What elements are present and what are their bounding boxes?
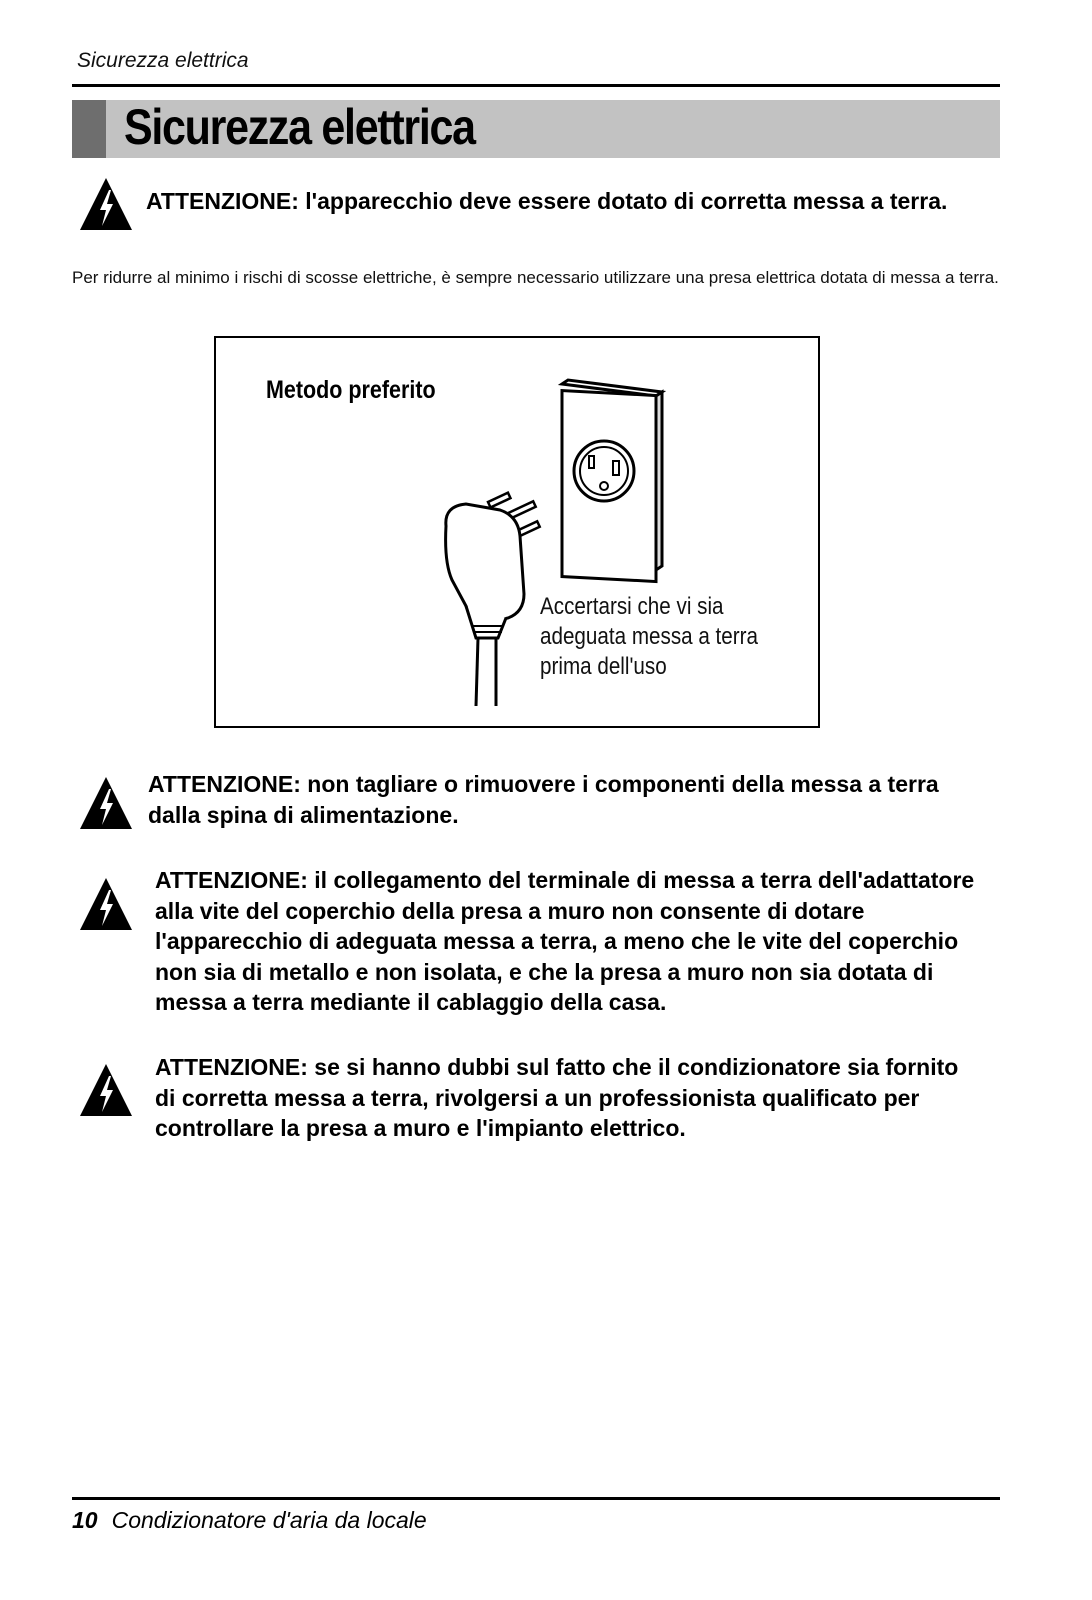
section-title-marker	[72, 100, 106, 158]
figure-caption-line: adeguata messa a terra	[540, 623, 759, 650]
warning-do-not-remove-ground: ATTENZIONE: non tagliare o rimuovere i componenti della messa a terra dalla spina di alimentazione.	[148, 771, 939, 828]
footer-product-name: Condizionatore d'aria da locale	[111, 1507, 427, 1533]
section-title: Sicurezza elettrica	[124, 99, 475, 155]
figure-title: Metodo preferito	[266, 376, 436, 404]
electric-shock-warning-icon	[78, 775, 134, 831]
electric-shock-warning-icon	[78, 1062, 134, 1118]
running-header: Sicurezza elettrica	[77, 49, 249, 72]
warning-adapter-screw: ATTENZIONE: il collegamento del terminale di messa a terra dell'adattatore alla vite del coperchio della presa a muro non consente di dotare l'apparecchio di adeguata messa a terra, a meno che le vite del coperchio non sia di metallo e non isolata, e che la presa a muro non sia dotata di messa a terra mediante il cablaggio della casa.	[155, 867, 975, 1015]
intro-paragraph: Per ridurre al minimo i rischi di scosse elettriche, è sempre necessario utilizzare una presa elettrica dotata di messa a terra.	[72, 268, 999, 287]
warning-ground-required: ATTENZIONE: l'apparecchio deve essere dotato di corretta messa a terra.	[146, 188, 948, 214]
figure-caption-line: prima dell'uso	[540, 653, 667, 680]
figure-caption	[540, 592, 758, 682]
header-rule	[72, 84, 1000, 87]
figure-caption-line: Accertarsi che vi sia	[540, 593, 724, 620]
warning-consult-professional: ATTENZIONE: se si hanno dubbi sul fatto che il condizionatore sia fornito di corretta messa a terra, rivolgersi a un professionista qualificato per controllare la presa a muro e l'impianto elettrico.	[155, 1054, 959, 1141]
footer-rule	[72, 1497, 1000, 1500]
electric-shock-warning-icon	[78, 876, 134, 932]
electric-shock-warning-icon	[78, 176, 134, 232]
page-footer	[72, 1507, 427, 1534]
page-number: 10	[72, 1507, 98, 1533]
